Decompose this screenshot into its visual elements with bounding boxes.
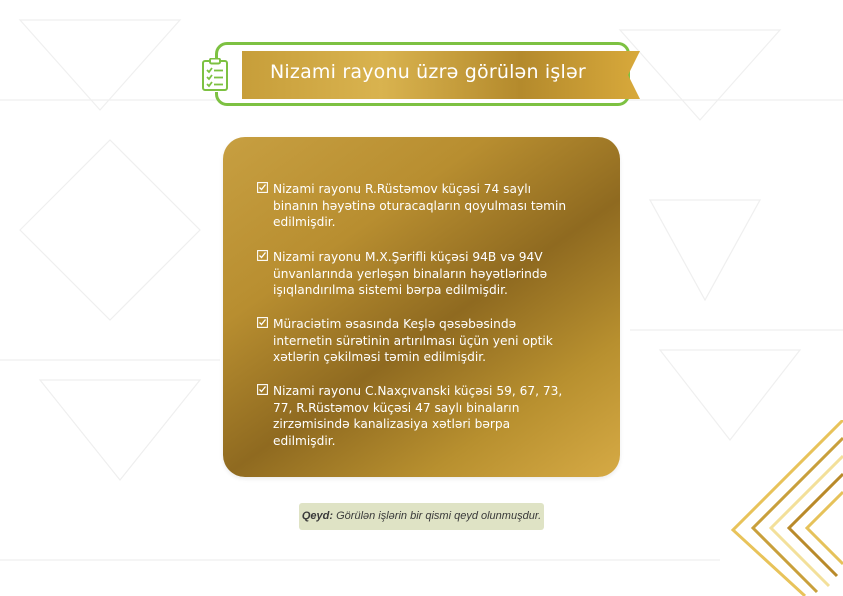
list-item-text: Müraciətim əsasında Keşlə qəsəbəsində internetin sürətinin artırılması üçün yeni optik xətlərin çəkilməsi təmin edilmişdir. [273,317,553,364]
checkbox-checked-icon [257,250,268,261]
checklist-icon [201,58,229,92]
checkbox-checked-icon [257,182,268,193]
footnote [299,503,544,530]
footnote-text: Görülən işlərin bir qismi qeyd olunmuşdur. [336,510,542,522]
footnote-label: Qeyd: [301,510,334,522]
corner-chevron-decoration [725,420,843,596]
checkbox-checked-icon [257,384,268,395]
list-item-text: Nizami rayonu M.X.Şərifli küçəsi 94B və 94V ünvanlarında yerləşən binaların həyətlərində işıqlandırılma sistemi bərpa edilmişdir. [273,250,548,297]
list-item-text: Nizami rayonu C.Naxçıvanski küçəsi 59, 67, 73, 77, R.Rüstəmov küçəsi 47 saylı binaların zirzəmisində kanalizasiya xətləri bərpa edilmişdir. [273,384,563,448]
page-title: Nizami rayonu üzrə görülən işlər [270,61,586,83]
list-item-text: Nizami rayonu R.Rüstəmov küçəsi 74 saylı binanın həyətinə oturacaqların qoyulması təmin edilmişdir. [273,182,567,229]
checkbox-checked-icon [257,317,268,328]
